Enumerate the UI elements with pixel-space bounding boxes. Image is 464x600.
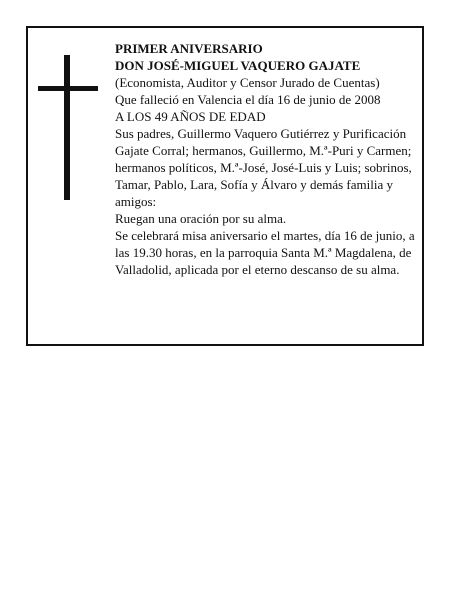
deceased-name: DON JOSÉ-MIGUEL VAQUERO GAJATE	[115, 58, 361, 73]
prayer-request: Ruegan una oración por su alma.	[115, 211, 287, 226]
cross-horizontal-bar	[38, 86, 98, 91]
age-line: A LOS 49 AÑOS DE EDAD	[115, 109, 266, 124]
cross-icon	[38, 55, 98, 200]
profession-line: (Economista, Auditor y Censor Jurado de Cuentas)	[115, 75, 380, 90]
cross-vertical-bar	[64, 55, 70, 200]
notice-text	[115, 40, 419, 278]
death-line: Que falleció en Valencia el día 16 de junio de 2008	[115, 92, 381, 107]
family-paragraph: Sus padres, Guillermo Vaquero Gutiérrez y Purificación Gajate Corral; hermanos, Guillermo, M.ª-Puri y Carmen; hermanos políticos, M.ª-José, José-Luis y Luis; sobrinos, Tamar, Pablo, Lara, Sofía y Álvaro y demás familia y amigos:	[115, 126, 412, 209]
obituary-notice	[26, 26, 424, 346]
notice-heading: PRIMER ANIVERSARIO	[115, 41, 263, 56]
mass-announcement: Se celebrará misa aniversario el martes, día 16 de junio, a las 19.30 horas, en la parroquia Santa M.ª Magdalena, de Valladolid, aplicada por el eterno descanso de su alma.	[115, 228, 415, 277]
